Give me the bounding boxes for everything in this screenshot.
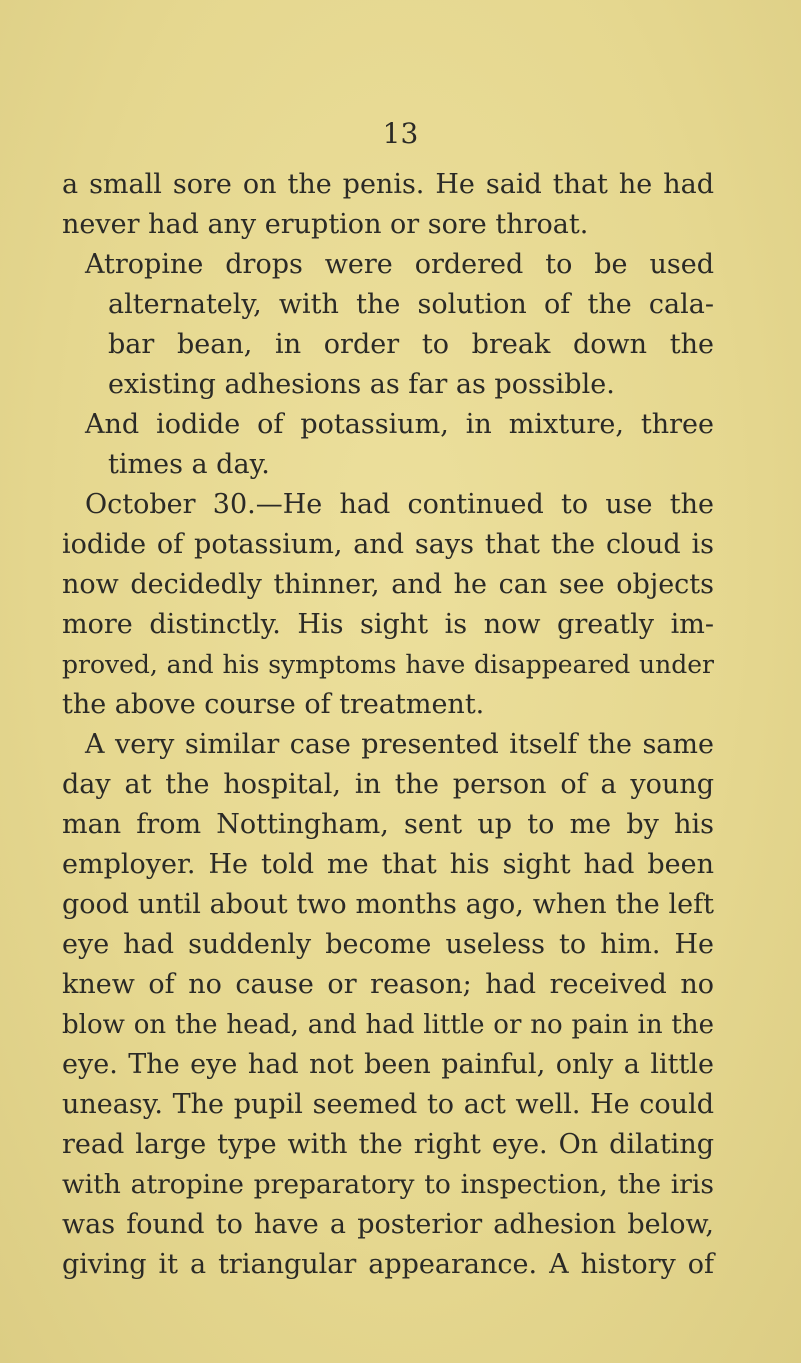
text-line: blow on the head, and had little or no pain in the [62, 1010, 714, 1040]
text-line: more distinctly. His sight is now greatly im- [62, 609, 714, 640]
text-line: eye had suddenly become useless to him. He [62, 929, 714, 960]
text-line: the above course of treatment. [62, 689, 485, 720]
text-line: existing adhesions as far as possible. [108, 369, 615, 400]
text-line: And iodide of potassium, in mixture, three [85, 409, 714, 440]
text-line: day at the hospital, in the person of a young [62, 769, 714, 800]
text-line: uneasy. The pupil seemed to act well. He could [62, 1089, 714, 1120]
text-line: bar bean, in order to break down the [108, 329, 714, 360]
text-line: iodide of potassium, and says that the cloud is [62, 529, 714, 560]
text-line: knew of no cause or reason; had received no [62, 969, 714, 1000]
text-line: eye. The eye had not been painful, only a little [62, 1049, 714, 1080]
text-line: proved, and his symptoms have disappeared under [62, 650, 714, 679]
text-line: was found to have a posterior adhesion below, [62, 1209, 714, 1240]
text-line: October 30.—He had continued to use the [85, 489, 714, 520]
text-line: Atropine drops were ordered to be used [85, 249, 714, 280]
text-line: man from Nottingham, sent up to me by his [62, 809, 714, 840]
text-line: a small sore on the penis. He said that he had [62, 169, 714, 200]
text-line: times a day. [108, 449, 270, 480]
body-text [62, 165, 714, 1285]
text-line: alternately, with the solution of the cala- [108, 289, 714, 320]
text-line: employer. He told me that his sight had been [62, 849, 714, 880]
text-line: never had any eruption or sore throat. [62, 209, 589, 240]
text-line: read large type with the right eye. On dilating [62, 1129, 714, 1160]
text-line: giving it a triangular appearance. A history of [62, 1249, 714, 1280]
text-line: now decidedly thinner, and he can see objects [62, 569, 714, 600]
page-number: 13 [382, 117, 419, 150]
text-line: A very similar case presented itself the same [85, 729, 714, 760]
text-line: with atropine preparatory to inspection, the iris [62, 1169, 714, 1200]
text-line: good until about two months ago, when the left [62, 889, 714, 920]
